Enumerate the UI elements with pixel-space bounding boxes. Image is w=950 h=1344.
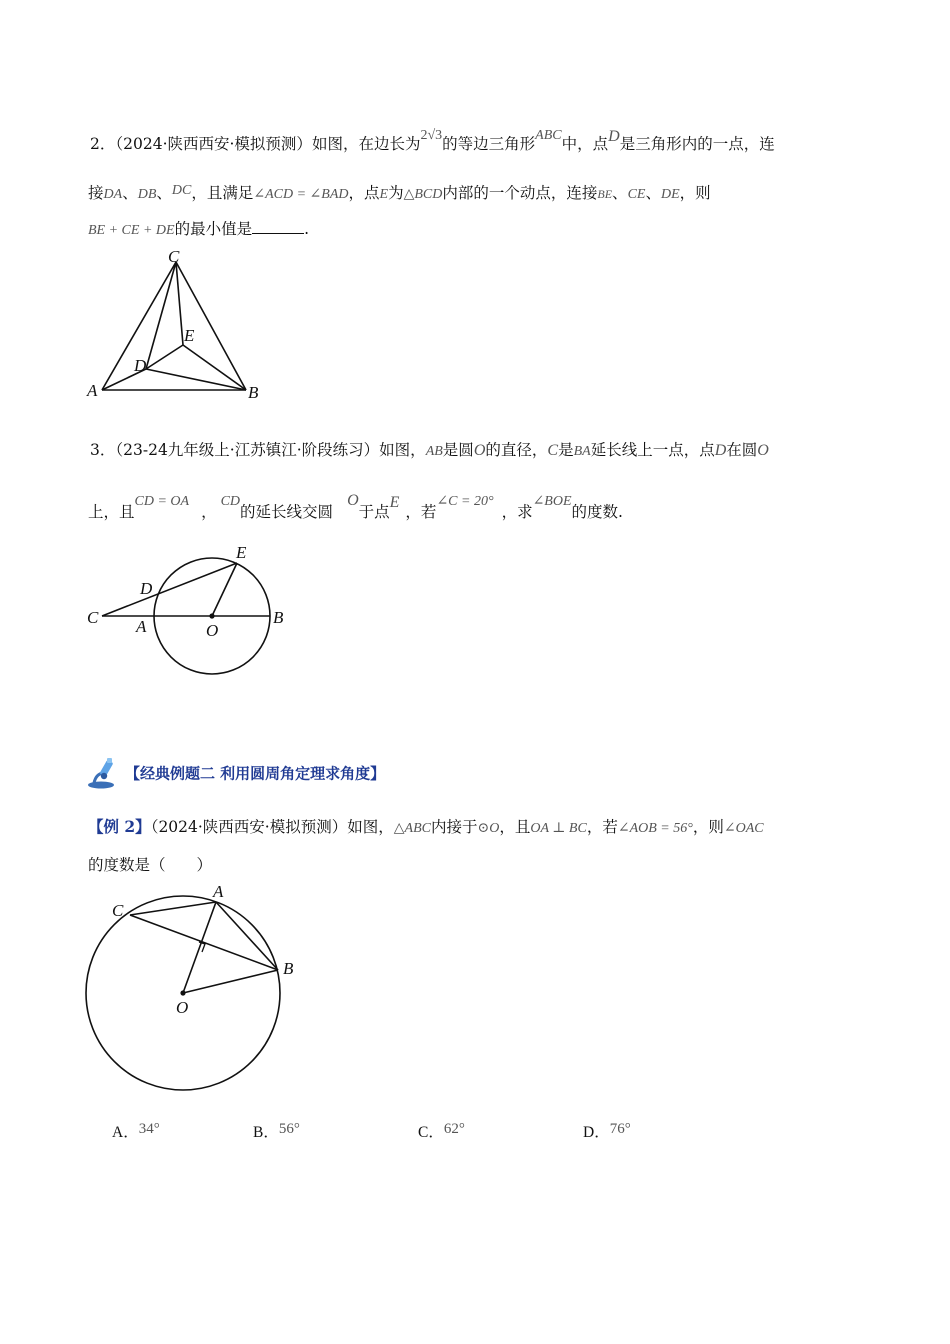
label-a: A bbox=[136, 617, 147, 636]
q2-figure bbox=[80, 240, 280, 410]
answer-blank[interactable] bbox=[252, 223, 304, 234]
choice-a[interactable] bbox=[112, 1120, 160, 1142]
choice-value: 56° bbox=[278, 1121, 300, 1137]
q3-text: 延长线上一点，点 bbox=[590, 441, 715, 459]
q2-seg-be: BE bbox=[597, 187, 613, 201]
microscope-icon bbox=[86, 756, 120, 790]
ex2-triangle: △ABC bbox=[393, 821, 431, 836]
label-a: A bbox=[87, 381, 98, 400]
q2-number: 2． bbox=[90, 135, 116, 153]
q2-seg-dc: DC bbox=[171, 183, 192, 198]
section-header bbox=[86, 756, 385, 790]
center-dot bbox=[209, 613, 214, 618]
choice-value: 62° bbox=[443, 1121, 465, 1137]
q3-seg-ab: AB bbox=[425, 444, 443, 459]
choice-value: 76° bbox=[609, 1121, 631, 1137]
center-dot bbox=[180, 990, 185, 995]
q3-point-e: E bbox=[389, 494, 400, 511]
q2-seg-da: DA bbox=[103, 187, 123, 202]
label-a: A bbox=[213, 882, 224, 901]
ex2-text: ，且 bbox=[499, 818, 531, 836]
choice-letter: D． bbox=[583, 1124, 610, 1141]
ex2-text: ，若 bbox=[586, 818, 618, 836]
q3-text: 如图， bbox=[379, 441, 426, 459]
q3-text: ，求 bbox=[501, 503, 533, 521]
label-o: O bbox=[176, 998, 189, 1017]
q2-text: 如图，在边长为 bbox=[311, 135, 421, 153]
seg-oa bbox=[183, 902, 216, 993]
q2-text: ，点 bbox=[348, 184, 380, 202]
section-title: 【经典例题二 利用圆周角定理求角度】 bbox=[124, 764, 386, 783]
ex2-text: 的度数是（ ） bbox=[88, 856, 213, 874]
q3-point-d: D bbox=[714, 442, 727, 459]
seg-ce bbox=[102, 563, 237, 616]
seg-ab bbox=[216, 902, 278, 970]
q2-line-2 bbox=[88, 181, 711, 203]
q3-source: （23-24九年级上·江苏镇江·阶段练习） bbox=[115, 441, 380, 459]
ex2-source: （2024·陕西西安·模拟预测） bbox=[150, 818, 348, 836]
choice-c[interactable] bbox=[418, 1120, 465, 1142]
q3-condition: CD = OA bbox=[134, 494, 190, 509]
ex2-line-2 bbox=[88, 853, 212, 875]
label-d: D bbox=[134, 356, 147, 375]
choice-letter: B． bbox=[253, 1124, 279, 1141]
q3-seg-ba: BA bbox=[573, 444, 591, 459]
ex2-tag: 【例 2】 bbox=[88, 817, 151, 836]
ex2-figure bbox=[80, 880, 320, 1095]
q2-sep: 、 bbox=[645, 184, 661, 202]
q2-point-e: E bbox=[379, 187, 389, 202]
q2-sep: 、 bbox=[612, 184, 628, 202]
q3-text: 的度数. bbox=[571, 503, 623, 521]
label-e: E bbox=[184, 326, 195, 345]
choice-letter: A． bbox=[112, 1124, 139, 1141]
q3-text: 在圆 bbox=[726, 441, 758, 459]
q3-number: 3． bbox=[90, 441, 116, 459]
ex2-target-angle: ∠OAC bbox=[723, 821, 764, 836]
choice-letter: C． bbox=[418, 1124, 444, 1141]
q3-text: 是 bbox=[558, 441, 574, 459]
q3-text: 的直径， bbox=[485, 441, 548, 459]
label-c: C bbox=[87, 608, 99, 627]
q3-line-2 bbox=[88, 492, 623, 522]
q3-circle-o: O bbox=[757, 442, 769, 459]
q2-text: . bbox=[304, 220, 310, 238]
q3-text: 上，且 bbox=[88, 503, 135, 521]
q3-text: 于点 bbox=[358, 503, 390, 521]
q2-sep: 、 bbox=[156, 184, 172, 202]
choice-b[interactable] bbox=[253, 1120, 300, 1142]
q2-text: 内部的一个动点，连接 bbox=[442, 184, 598, 202]
q2-seg-db: DB bbox=[137, 187, 157, 202]
ex2-text: 如图， bbox=[347, 818, 394, 836]
q2-text: 为 bbox=[388, 184, 404, 202]
q3-target-angle: ∠BOE bbox=[532, 494, 572, 509]
ex2-text: ，则 bbox=[692, 818, 724, 836]
label-b: B bbox=[248, 383, 259, 402]
q3-seg-cd: CD bbox=[220, 494, 241, 509]
q3-text: 的延长线交圆 bbox=[240, 503, 334, 521]
ex2-text: 内接于 bbox=[430, 818, 478, 836]
q2-seg-de: DE bbox=[660, 187, 680, 202]
q3-line-1 bbox=[90, 438, 769, 460]
q2-text: 是三角形内的一点，连 bbox=[619, 135, 775, 153]
seg-ob bbox=[183, 970, 278, 993]
q2-source: （2024·陕西西安·模拟预测） bbox=[115, 135, 312, 153]
q2-seg-ce: CE bbox=[627, 187, 646, 202]
q3-circle-o: O bbox=[347, 492, 359, 509]
q3-text: ， bbox=[201, 503, 217, 521]
label-c: C bbox=[168, 247, 180, 266]
q3-figure bbox=[80, 540, 310, 690]
q2-text: 的最小值是 bbox=[174, 220, 253, 238]
ex2-perpendicular: OA ⊥ BC bbox=[530, 821, 587, 836]
choice-value: 34° bbox=[138, 1121, 160, 1137]
q2-line-1 bbox=[90, 128, 775, 154]
q3-given-angle: ∠C = 20° bbox=[436, 494, 494, 509]
q2-text: 的等边三角形 bbox=[442, 135, 536, 153]
q2-condition: ∠ACD = ∠BAD bbox=[253, 187, 349, 202]
label-b: B bbox=[283, 959, 294, 978]
q2-side-length: 2√3 bbox=[420, 128, 443, 143]
q3-circle-o: O bbox=[473, 442, 486, 459]
label-c: C bbox=[112, 901, 124, 920]
q2-text: 中，点 bbox=[561, 135, 609, 153]
q2-triangle-bcd: △BCD bbox=[403, 187, 443, 202]
choice-d[interactable] bbox=[583, 1120, 631, 1142]
label-b: B bbox=[273, 608, 284, 627]
seg-cb bbox=[130, 915, 278, 970]
q2-text: ，且满足 bbox=[191, 184, 254, 202]
label-d: D bbox=[140, 579, 153, 598]
q3-point-c: C bbox=[547, 442, 559, 459]
q2-text: 接 bbox=[88, 184, 104, 202]
label-o: O bbox=[206, 621, 219, 640]
q2-sep: 、 bbox=[122, 184, 138, 202]
ex2-circle: ⊙O bbox=[477, 821, 500, 836]
q2-expression: BE + CE + DE bbox=[88, 223, 175, 238]
label-e: E bbox=[236, 543, 247, 562]
ex2-given-angle: ∠AOB = 56° bbox=[617, 821, 693, 836]
q2-point-d: D bbox=[608, 128, 620, 145]
ex2-line-1 bbox=[88, 815, 764, 837]
q2-line-3 bbox=[88, 217, 309, 239]
q2-text: ，则 bbox=[679, 184, 711, 202]
q3-text: 是圆 bbox=[442, 441, 474, 459]
q2-triangle-abc: ABC bbox=[535, 128, 562, 143]
q3-text: ，若 bbox=[405, 503, 437, 521]
